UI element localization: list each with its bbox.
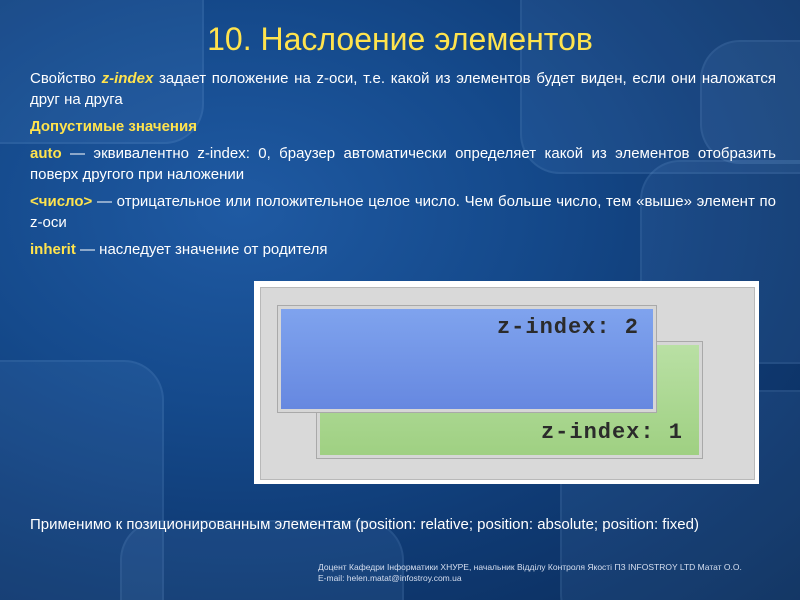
inherit-description: — наследует значение от родителя [75,241,328,258]
z-index-demo-image [254,281,759,484]
number-paragraph [30,191,776,233]
auto-paragraph [30,143,776,185]
inherit-paragraph [30,239,776,260]
z-index-keyword: z-index [101,70,154,87]
z-index-2-label: z-index: 2 [496,315,639,340]
number-description: — отрицательное или положительное целое число. Чем больше число, тем «выше» элемент по z-оси [30,193,776,231]
auto-description: — эквивалентно z-index: 0, браузер автоматически определяет какой из элементов отобразить поверх другого при наложении [30,145,776,183]
inherit-keyword: inherit [30,241,76,258]
z-index-2-box [278,306,656,412]
slide-title: 10. Наслоение элементов [207,21,593,57]
z-index-1-label: z-index: 1 [540,420,683,445]
number-keyword: <число> [30,193,93,210]
intro-paragraph [30,68,776,110]
values-heading: Допустимые значения [30,118,197,135]
intro-prefix: Свойство [30,70,102,87]
applicability-note: Применимо к позиционированным элементам (position: relative; position: absolute; position: fixed) [30,516,699,533]
auto-keyword: auto [30,145,62,162]
slide-content [30,68,776,266]
demo-frame [260,287,755,480]
values-heading-paragraph [30,116,776,137]
intro-text: задает положение на z-оси, т.е. какой из элементов будет виден, если они наложатся друг на друга [30,70,776,108]
email-line: E-mail: helen.matat@infostroy.com.ua [318,573,462,583]
author-line: Доцент Кафедри Інформатики ХНУРЕ, начальник Відділу Контроля Якості ПЗ INFOSTROY LTD Матат О.О. [318,562,742,572]
author-footer [318,562,788,584]
